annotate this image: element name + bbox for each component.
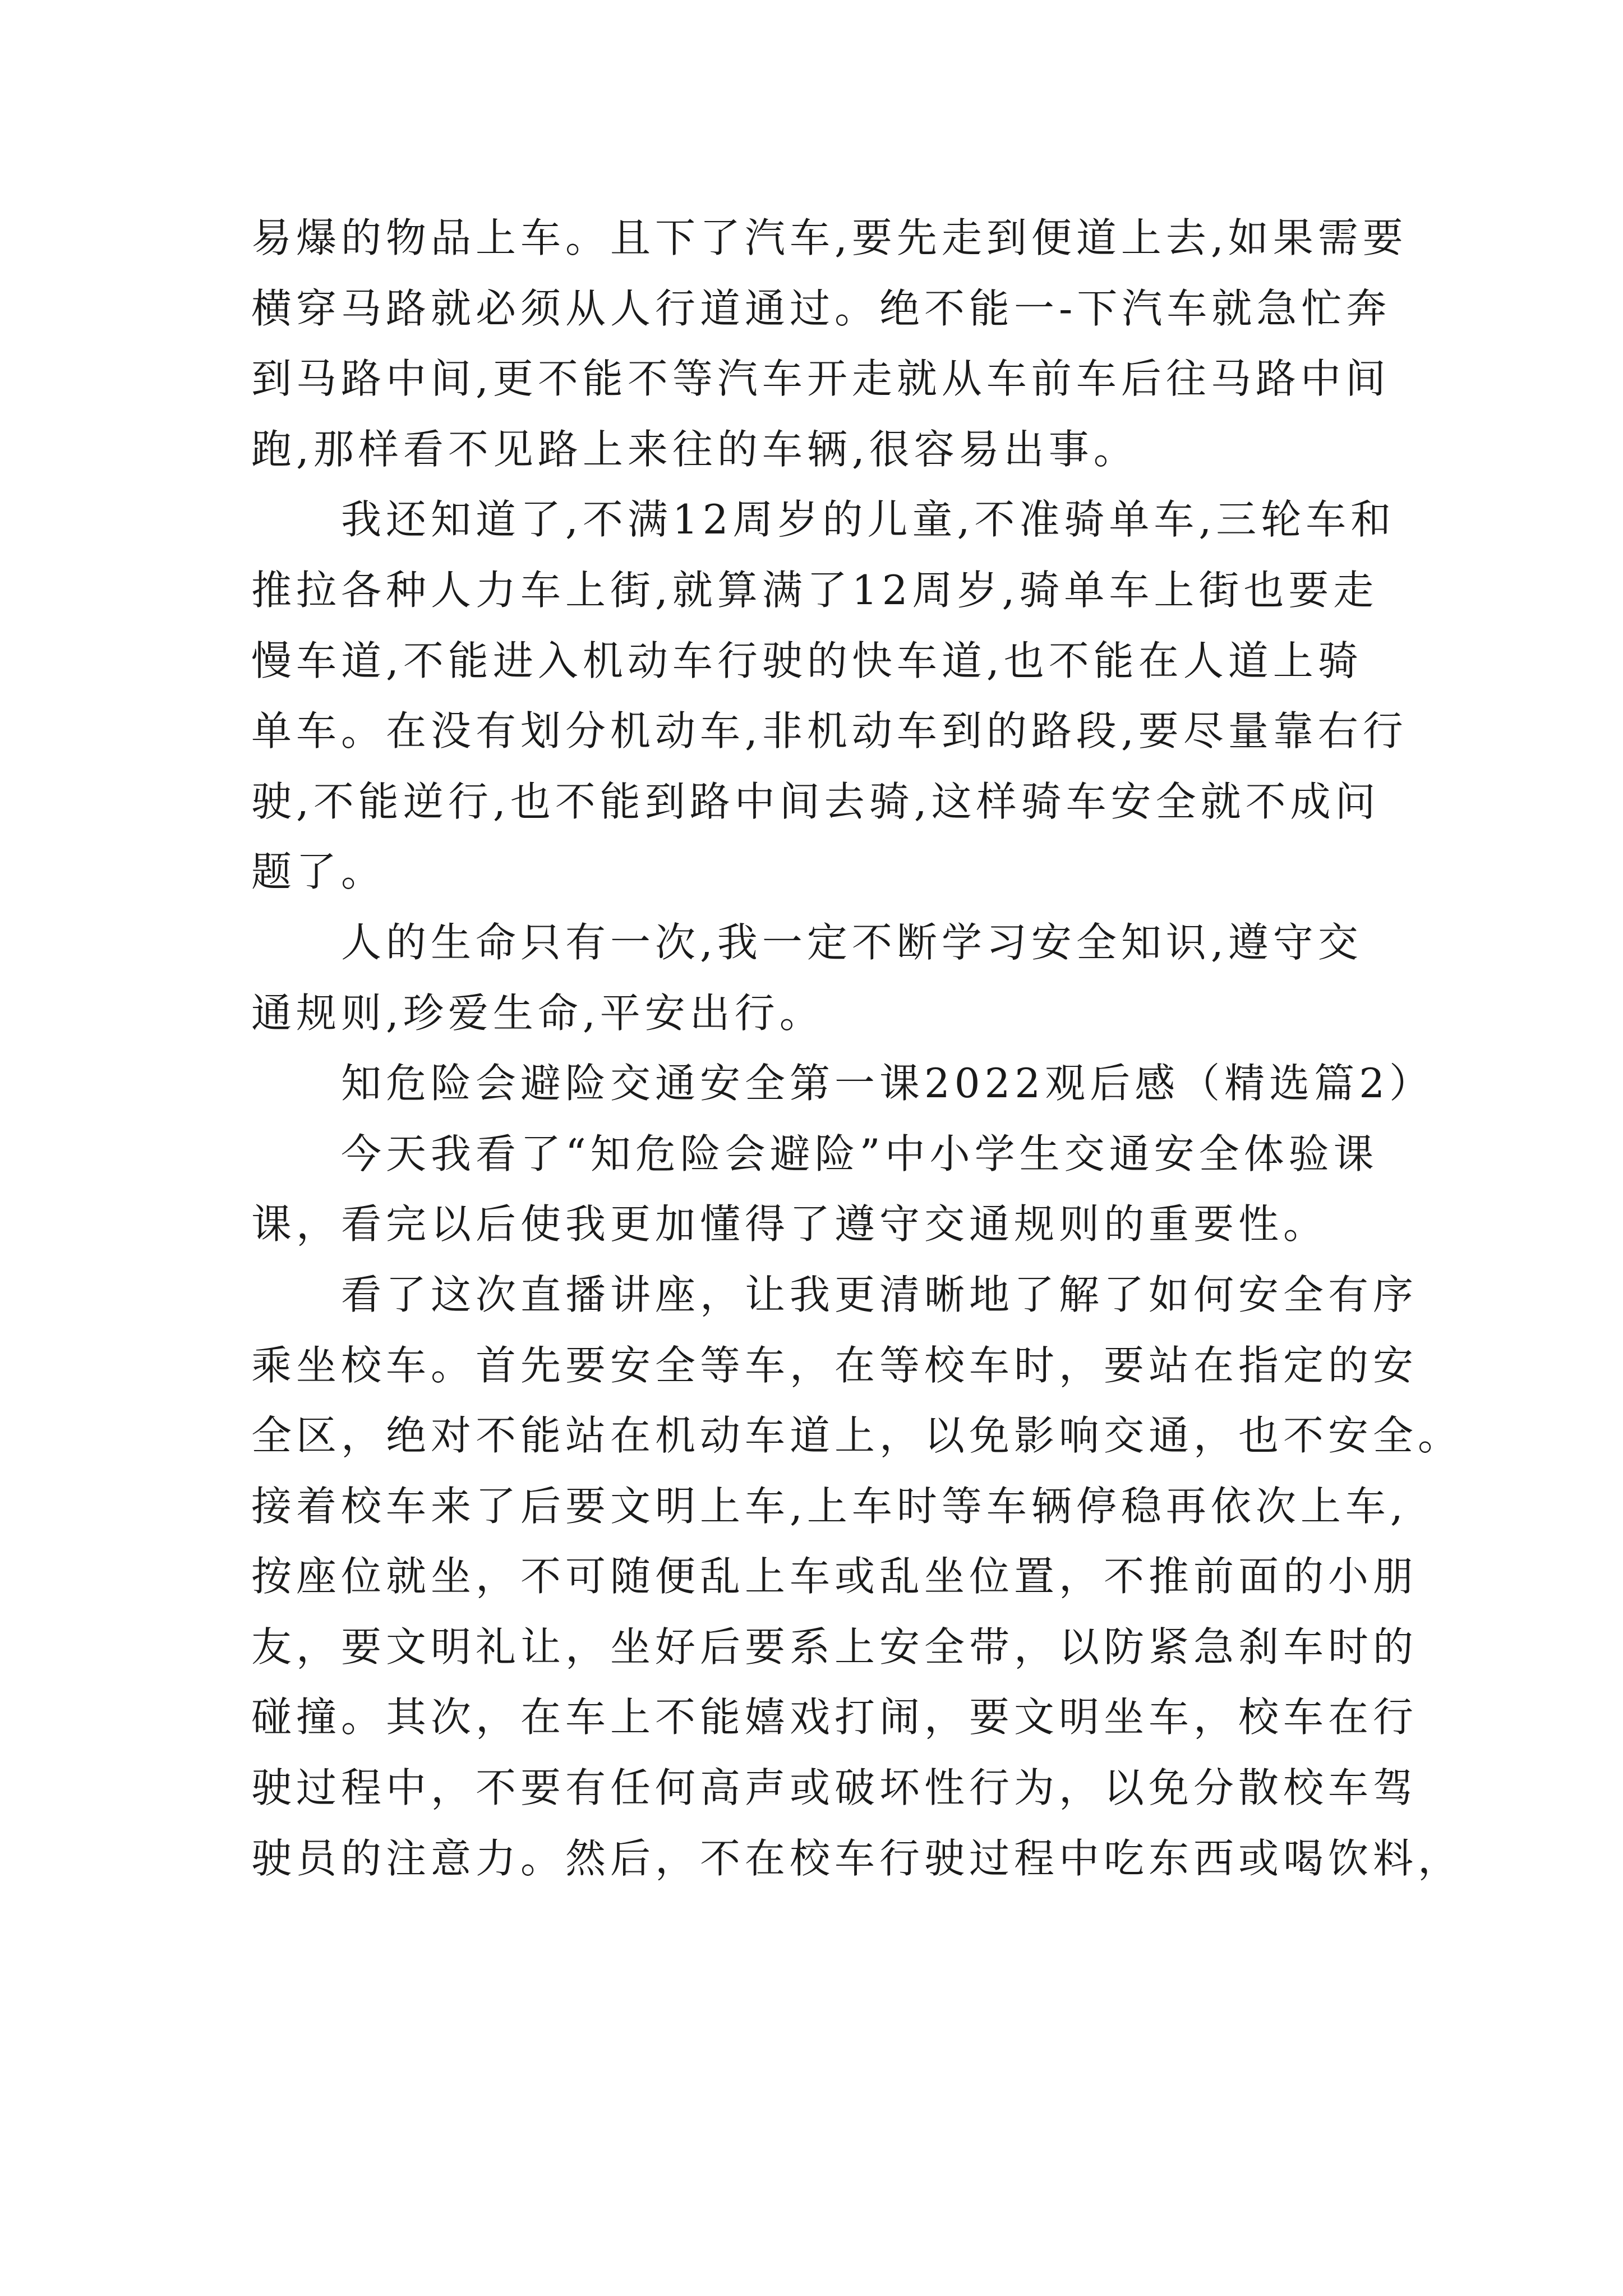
text-line: 驶员的注意力。然后，不在校车行驶过程中吃东西或喝饮料， [251,1834,1463,1882]
paragraph-3 [251,908,1377,1048]
text-line: 推拉各种人力车上街,就算满了12周岁,骑单车上街也要走 [251,566,1378,614]
text-line: 按座位就坐，不可随便乱上车或乱坐位置，不推前面的小朋 [251,1553,1418,1600]
text-line: 课，看完以后使我更加懂得了遵守交通规则的重要性。 [251,1200,1329,1248]
text-line: 人的生命只有一次,我一定不断学习安全知识,遵守交 [341,918,1363,966]
text-line: 横穿马路就必须从人行道通过。绝不能一-下汽车就急忙奔 [251,284,1391,332]
paragraph-1 [251,203,1408,485]
text-line: 易爆的物品上车。且下了汽车,要先走到便道上去,如果需要 [251,214,1408,261]
text-line: 单车。在没有划分机动车,非机动车到的路段,要尽量靠右行 [251,707,1408,755]
text-line: 友，要文明礼让，坐好后要系上安全带，以防紧急刹车时的 [251,1623,1418,1671]
text-line: 题了。 [251,848,386,896]
heading-text: 知危险会避险交通安全第一课2022观后感（精选篇2） [341,1060,1435,1107]
text-line: 跑,那样看不见路上来往的车辆,很容易出事。 [251,425,1138,473]
text-line: 碰撞。其次，在车上不能嬉戏打闹，要文明坐车，校车在行 [251,1694,1418,1741]
paragraph-5 [251,1260,1463,1894]
text-line: 驶,不能逆行,也不能到路中间去骑,这样骑车安全就不成问 [251,777,1380,825]
paragraph-2 [251,485,1408,908]
text-line: 今天我看了“知危险会避险”中小学生交通安全体验课 [341,1130,1378,1177]
paragraph-4 [251,1119,1377,1260]
text-line: 慢车道,不能进入机动车行驶的快车道,也不能在人道上骑 [251,637,1363,684]
text-line: 乘坐校车。首先要安全等车，在等校车时，要站在指定的安 [251,1341,1418,1389]
document-body [251,203,1463,1894]
text-line: 到马路中间,更不能不等汽车开走就从车前车后往马路中间 [251,355,1390,403]
text-line: 接着校车来了后要文明上车,上车时等车辆停稳再依次上车, [251,1482,1408,1530]
text-line: 看了这次直播讲座，让我更清晰地了解了如何安全有序 [341,1271,1418,1318]
text-line: 我还知道了,不满12周岁的儿童,不准骑单车,三轮车和 [341,496,1396,544]
text-line: 驶过程中，不要有任何高声或破坏性行为，以免分散校车驾 [251,1764,1418,1812]
section-heading [251,1048,1435,1119]
text-line: 通规则,珍爱生命,平安出行。 [251,989,824,1037]
text-line: 全区，绝对不能站在机动车道上，以免影响交通，也不安全。 [251,1412,1463,1460]
